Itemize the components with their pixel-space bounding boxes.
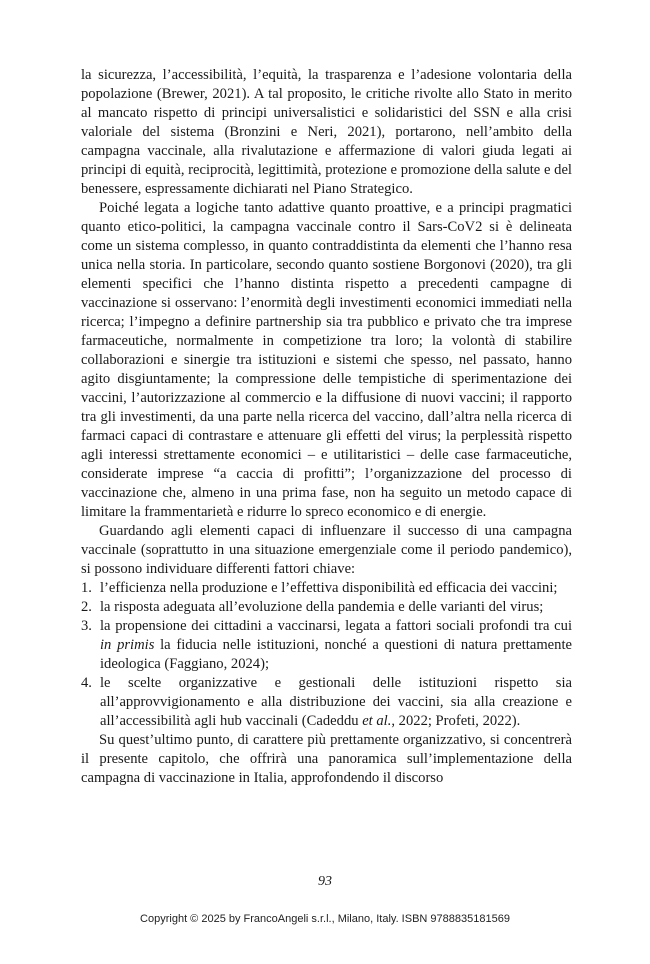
- list-item: [81, 674, 572, 731]
- list-item-text-before: la propensione dei cittadini a vaccinarsi, legata a fattori sociali profondi tra cui: [100, 618, 572, 634]
- list-item-text: la risposta adeguata all’evoluzione della pandemia e delle varianti del virus;: [100, 599, 544, 615]
- list-item-emphasis: in primis: [100, 637, 155, 653]
- list-number: 4.: [81, 675, 92, 691]
- paragraph-2: Poiché legata a logiche tanto adattive quanto proattive, e a principi pragmatici quanto etico-politici, la campagna vaccinale contro il Sars-CoV2 si è delineata come un sistema complesso, in quanto contraddistinta da elementi che l’hanno resa unica nella storia. In particolare, secondo quanto sostiene Borgonovi (2020), tra gli elementi specifici che l’hanno distinta rispetto a precedenti campagne di vaccinazione si osservano: l’enormità degli investimenti economici immediati nella ricerca; l’impegno a definire partnership sia tra pubblico e privato che tra imprese farmaceutiche, normalmente in competizione tra loro; la volontà di stabilire collaborazioni e sinergie tra istituzioni e sistemi che spesso, nel passato, hanno agito disgiuntamente; la compressione delle tempistiche di sperimentazione dei vaccini, l’autorizzazione al commercio e la diffusione di nuovi vaccini; il rapporto tra gli investimenti, da una parte nella ricerca del vaccino, dall’altra nella ricerca di farmaci capaci di contrastare e attenuare gli effetti del virus; la perplessità rispetto agli interessi strettamente economici – e utilitaristici – delle case farmaceutiche, considerate imprese “a caccia di profitti”; l’organizzazione del processo di vaccinazione che, almeno in una prima fase, non ha seguito un metodo capace di limitare la frammentarietà e ridurre lo spreco economico e di energie.: [81, 200, 572, 520]
- list-item: [81, 579, 572, 598]
- list-item-text-after: , 2022; Profeti, 2022).: [391, 713, 521, 729]
- list-number: 3.: [81, 618, 92, 634]
- paragraph-3: Guardando agli elementi capaci di influenzare il successo di una campagna vaccinale (soprattutto in una situazione emergenziale come il periodo pandemico), si possono individuare differenti fattori chiave:: [81, 523, 572, 577]
- page-number: 93: [318, 874, 332, 889]
- key-factors-list: [81, 579, 572, 731]
- list-item: [81, 598, 572, 617]
- list-item: [81, 617, 572, 674]
- copyright-notice: Copyright © 2025 by FrancoAngeli s.r.l., Milano, Italy. ISBN 9788835181569: [140, 913, 510, 925]
- list-number: 2.: [81, 599, 92, 615]
- list-item-text-before: le scelte organizzative e gestionali delle istituzioni rispetto sia all’approvvigionamento e alla distribuzione dei vaccini, sia alla creazione e all’accessibilità agli hub vaccinali (Cadeddu: [100, 675, 572, 729]
- list-item-emphasis: et al.: [362, 713, 392, 729]
- list-item-text: l’efficienza nella produzione e l’effettiva disponibilità ed efficacia dei vaccini;: [100, 580, 558, 596]
- list-number: 1.: [81, 580, 92, 596]
- paragraph-closing: Su quest’ultimo punto, di carattere più prettamente organizzativo, si concentrerà il presente capitolo, che offrirà una panoramica sull’implementazione della campagna di vaccinazione in Italia, approfondendo il discorso: [81, 732, 572, 786]
- paragraph-1: la sicurezza, l’accessibilità, l’equità, la trasparenza e l’adesione volontaria della popolazione (Brewer, 2021). A tal proposito, le critiche rivolte allo Stato in merito al mancato rispetto di principi universalistici e solidaristici del SSN e alla crisi valoriale del sistema (Bronzini e Neri, 2021), portarono, nell’ambito della campagna vaccinale, alla rivalutazione e affermazione di valori giuda legati ai principi di equità, reciprocità, legittimità, protezione e promozione della salute e del benessere, espressamente dichiarati nel Piano Strategico.: [81, 67, 572, 197]
- body-text: [81, 66, 572, 788]
- list-item-text-after: la fiducia nelle istituzioni, nonché a questioni di natura prettamente ideologica (Faggiano, 2024);: [100, 637, 572, 672]
